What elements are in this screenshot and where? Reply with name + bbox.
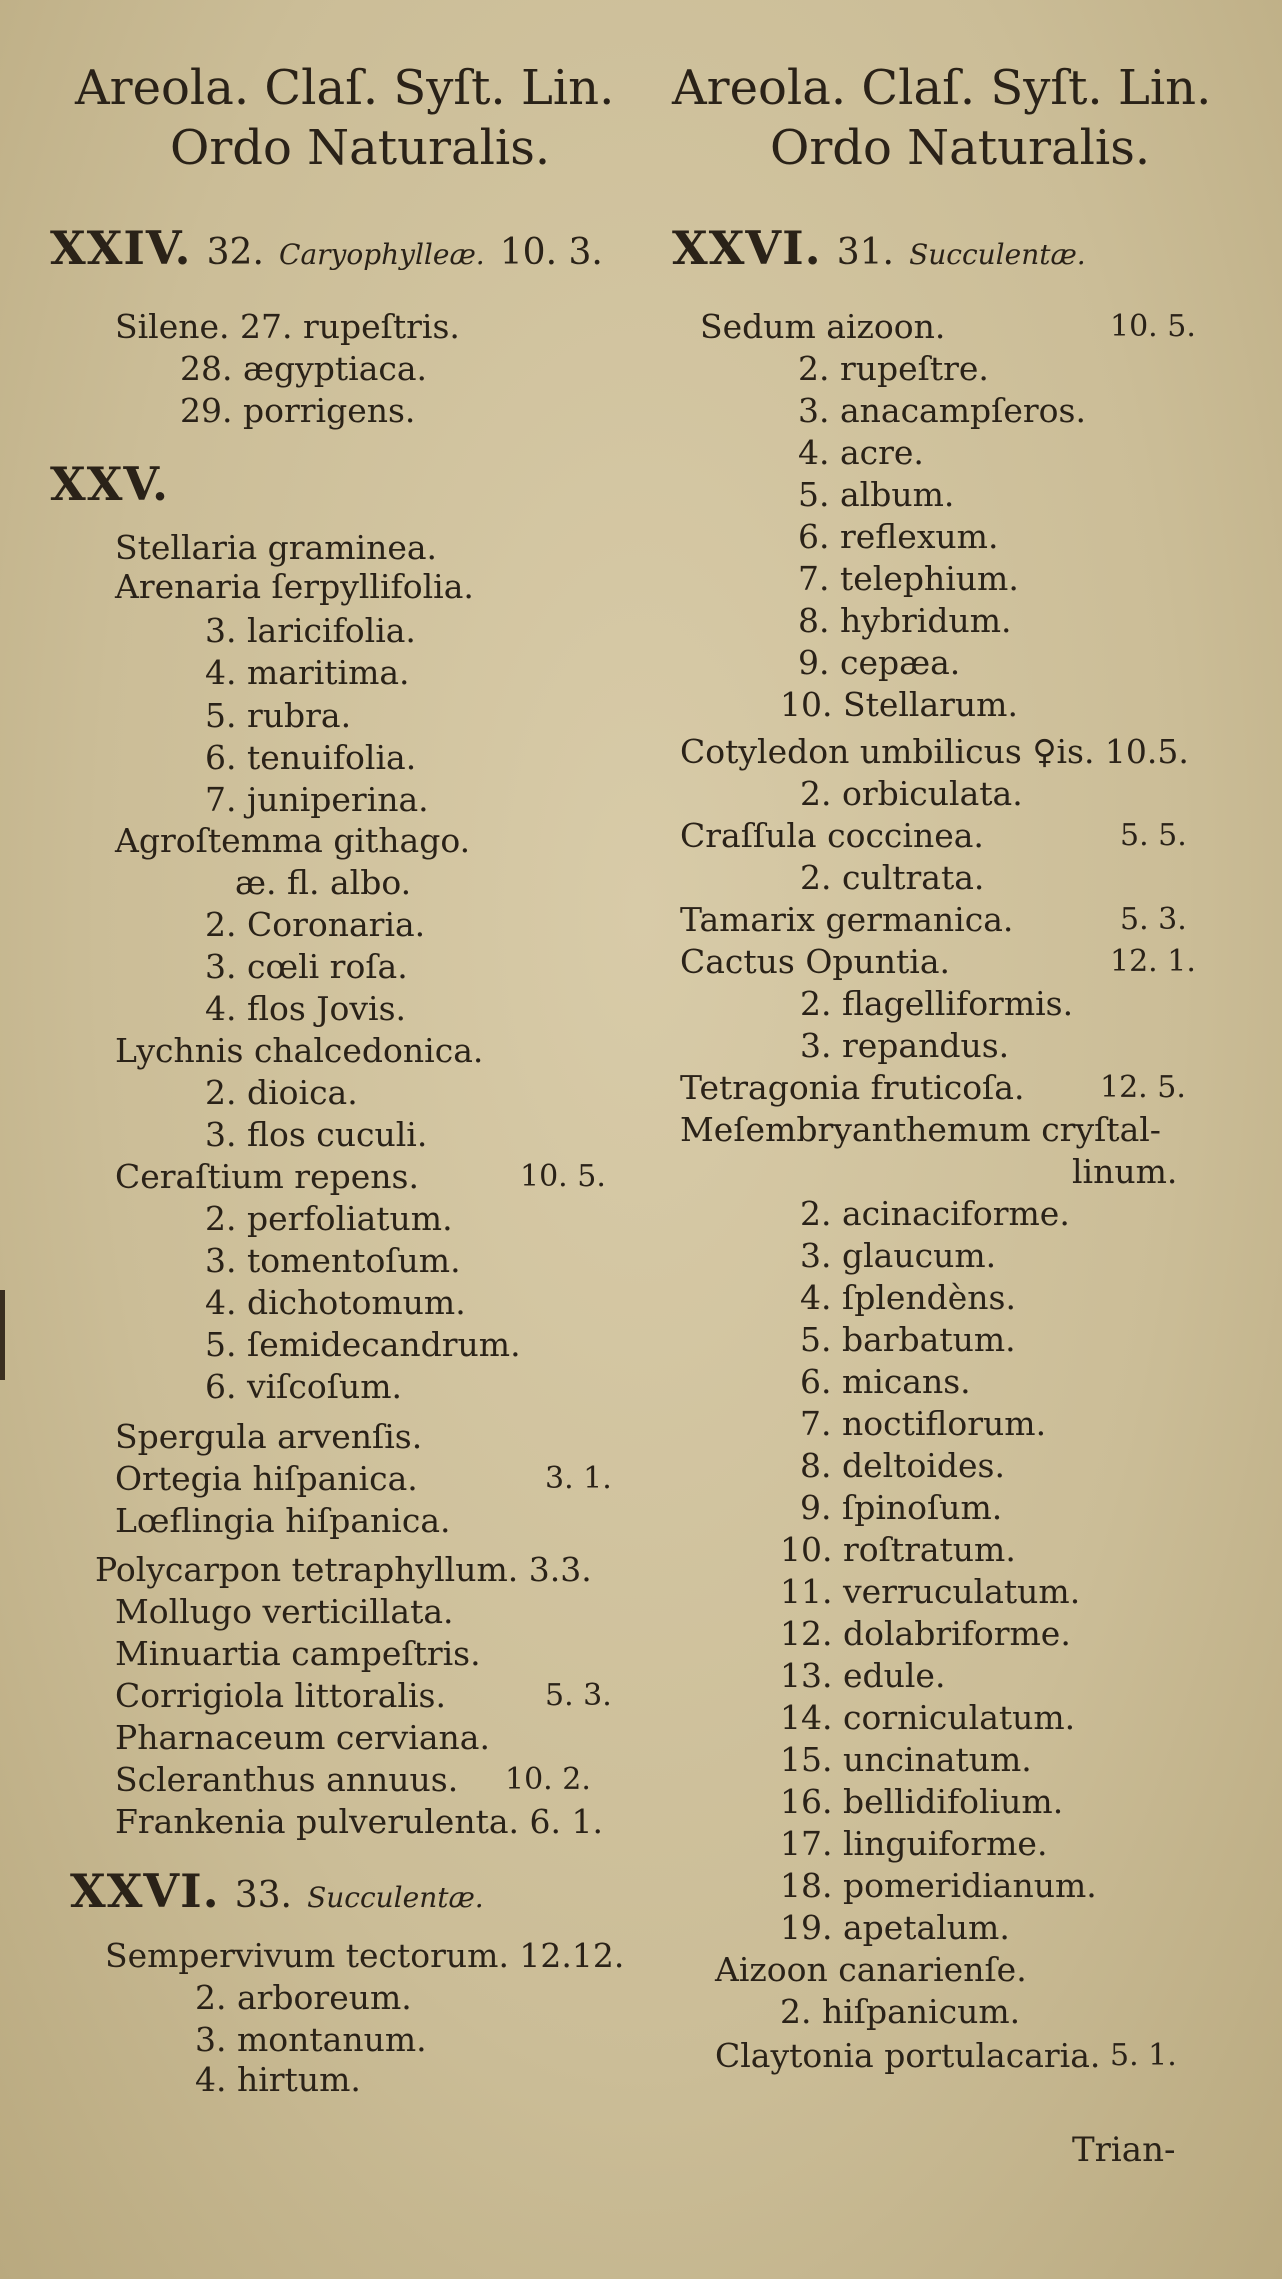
list-item: Pharnaceum cerviana. (115, 1718, 490, 1757)
list-item: 29. porrigens. (180, 391, 416, 430)
list-item: 2. rupeſtre. (798, 349, 989, 388)
list-item: 6. viſcoſum. (205, 1367, 402, 1406)
list-item: 10. roſtratum. (780, 1530, 1016, 1569)
list-item: 3. flos cuculi. (205, 1115, 428, 1154)
list-item: 5. ſemidecandrum. (205, 1325, 521, 1364)
left-section-xxiv (50, 222, 603, 285)
list-item: 18. pomeridianum. (780, 1866, 1097, 1905)
section-class: 10. 3. (499, 232, 603, 273)
list-item: Cotyledon umbilicus ♀is. 10.5. (680, 732, 1189, 771)
list-item: Tamarix germanica. (680, 900, 1014, 939)
list-item: 4. acre. (798, 433, 924, 472)
list-item: 2. orbiculata. (800, 774, 1023, 813)
class-order-numbers: 5. 1. (1110, 2038, 1177, 2073)
class-order-numbers: 5. 3. (1120, 902, 1187, 937)
left-header-line2: Ordo Naturalis. (170, 120, 551, 176)
list-item: 6. micans. (800, 1362, 971, 1401)
list-item: æ. fl. albo. (235, 863, 412, 902)
list-item: 3. glaucum. (800, 1236, 997, 1275)
list-item: Corrigiola littoralis. (115, 1676, 446, 1715)
list-item: Sempervivum tectorum. 12.12. (105, 1936, 625, 1975)
list-item: Polycarpon tetraphyllum. 3.3. (95, 1550, 592, 1589)
list-item: 19. apetalum. (780, 1908, 1010, 1947)
right-section-xxvi (672, 222, 1086, 285)
section-name: Succulentæ. (909, 238, 1086, 271)
list-item: 4. ſplendèns. (800, 1278, 1016, 1317)
section-name: Caryophylleæ. (279, 238, 485, 271)
list-item: Aizoon canarienſe. (715, 1950, 1027, 1989)
right-header-line1: Areola. Claſ. Syſt. Lin. (672, 60, 1212, 116)
list-item: 3. tomentoſum. (205, 1241, 461, 1280)
class-order-numbers: 10. 5. (1110, 309, 1196, 344)
list-item: linum. (1072, 1152, 1178, 1191)
list-item: 3. cœli roſa. (205, 947, 408, 986)
list-item: 8. deltoides. (800, 1446, 1005, 1485)
list-item: 28. ægyptiaca. (180, 349, 428, 388)
list-item: 5. album. (798, 475, 955, 514)
list-item: 2. flagelliformis. (800, 984, 1074, 1023)
list-item: Cactus Opuntia. (680, 942, 951, 981)
list-item: 8. hybridum. (798, 601, 1012, 640)
class-order-numbers: 5. 3. (545, 1678, 612, 1713)
section-roman: XXIV. (50, 221, 192, 275)
list-item: Spergula arvenſis. (115, 1417, 423, 1456)
list-item: 16. bellidifolium. (780, 1782, 1064, 1821)
list-item: Agroſtemma githago. (115, 821, 471, 860)
list-item: Ortegia hiſpanica. (115, 1459, 418, 1498)
list-item: Tetragonia fruticoſa. (680, 1068, 1025, 1107)
class-order-numbers: 10. 5. (520, 1159, 606, 1194)
list-item: 17. linguiforme. (780, 1824, 1048, 1863)
list-item: 15. uncinatum. (780, 1740, 1032, 1779)
left-section-xxv (50, 458, 169, 521)
list-item: 2. dioica. (205, 1073, 358, 1112)
list-item: 9. cepæa. (798, 643, 961, 682)
list-item: Ceraſtium repens. (115, 1157, 419, 1196)
list-item: 5. rubra. (205, 696, 352, 735)
list-item: Minuartia campeſtris. (115, 1634, 481, 1673)
list-item: 11. verruculatum. (780, 1572, 1081, 1611)
section-number: 33. (234, 1875, 292, 1916)
left-section-xxvi (70, 1865, 484, 1928)
section-number: 32. (206, 232, 264, 273)
section-number: 31. (836, 232, 894, 273)
list-item: Mollugo verticillata. (115, 1592, 454, 1631)
list-item: Lychnis chalcedonica. (115, 1031, 484, 1070)
list-item: 2. Coronaria. (205, 905, 426, 944)
class-order-numbers: 10. 2. (505, 1762, 591, 1797)
list-item: 2. hiſpanicum. (780, 1992, 1021, 2031)
list-item: 6. reflexum. (798, 517, 999, 556)
class-order-numbers: 3. 1. (545, 1461, 612, 1496)
list-item: 10. Stellarum. (780, 685, 1018, 724)
list-item: Lœflingia hiſpanica. (115, 1501, 451, 1540)
list-item: 7. juniperina. (205, 780, 429, 819)
list-item: Craſſula coccinea. (680, 816, 984, 855)
section-roman: XXVI. (672, 221, 822, 275)
right-header-line2: Ordo Naturalis. (770, 120, 1151, 176)
class-order-numbers: 12. 1. (1110, 944, 1196, 979)
list-item: 6. tenuifolia. (205, 738, 417, 777)
left-column (0, 0, 625, 2279)
section-name: Succulentæ. (307, 1881, 484, 1914)
list-item: 4. hirtum. (195, 2060, 361, 2099)
list-item: 5. barbatum. (800, 1320, 1016, 1359)
list-item: 4. flos Jovis. (205, 989, 406, 1028)
list-item: Scleranthus annuus. (115, 1760, 459, 1799)
list-item: 7. noctiflorum. (800, 1404, 1047, 1443)
list-item: 9. ſpinoſum. (800, 1488, 1003, 1527)
catchword: Trian- (1072, 2130, 1176, 2170)
list-item: Claytonia portulacaria. (715, 2036, 1101, 2075)
list-item: 3. repandus. (800, 1026, 1010, 1065)
list-item: 2. cultrata. (800, 858, 985, 897)
section-roman: XXVI. (70, 1864, 220, 1918)
list-item: 3. laricifolia. (205, 611, 416, 650)
right-column (640, 0, 1240, 2279)
list-item: 7. telephium. (798, 559, 1019, 598)
left-header-line1: Areola. Claſ. Syſt. Lin. (75, 60, 615, 116)
list-item: 14. corniculatum. (780, 1698, 1076, 1737)
list-item: 3. anacampſeros. (798, 391, 1086, 430)
list-item: 4. dichotomum. (205, 1283, 466, 1322)
list-item: 2. arboreum. (195, 1978, 412, 2017)
list-item: Meſembryanthemum cryſtal- (680, 1110, 1161, 1149)
list-item: 13. edule. (780, 1656, 946, 1695)
list-item: 2. acinaciforme. (800, 1194, 1070, 1233)
list-item: Sedum aizoon. (700, 307, 946, 346)
list-item: 4. maritima. (205, 653, 410, 692)
list-item: Frankenia pulverulenta. 6. 1. (115, 1802, 603, 1841)
section-roman: XXV. (50, 457, 170, 511)
list-item: 3. montanum. (195, 2020, 427, 2059)
list-item: 2. perfoliatum. (205, 1199, 453, 1238)
class-order-numbers: 5. 5. (1120, 818, 1187, 853)
class-order-numbers: 12. 5. (1100, 1070, 1186, 1105)
list-item: 12. dolabriforme. (780, 1614, 1071, 1653)
list-item: Silene. 27. rupeſtris. (115, 307, 460, 346)
list-item: Arenaria ſerpyllifolia. (115, 567, 474, 606)
list-item: Stellaria graminea. (115, 528, 438, 567)
